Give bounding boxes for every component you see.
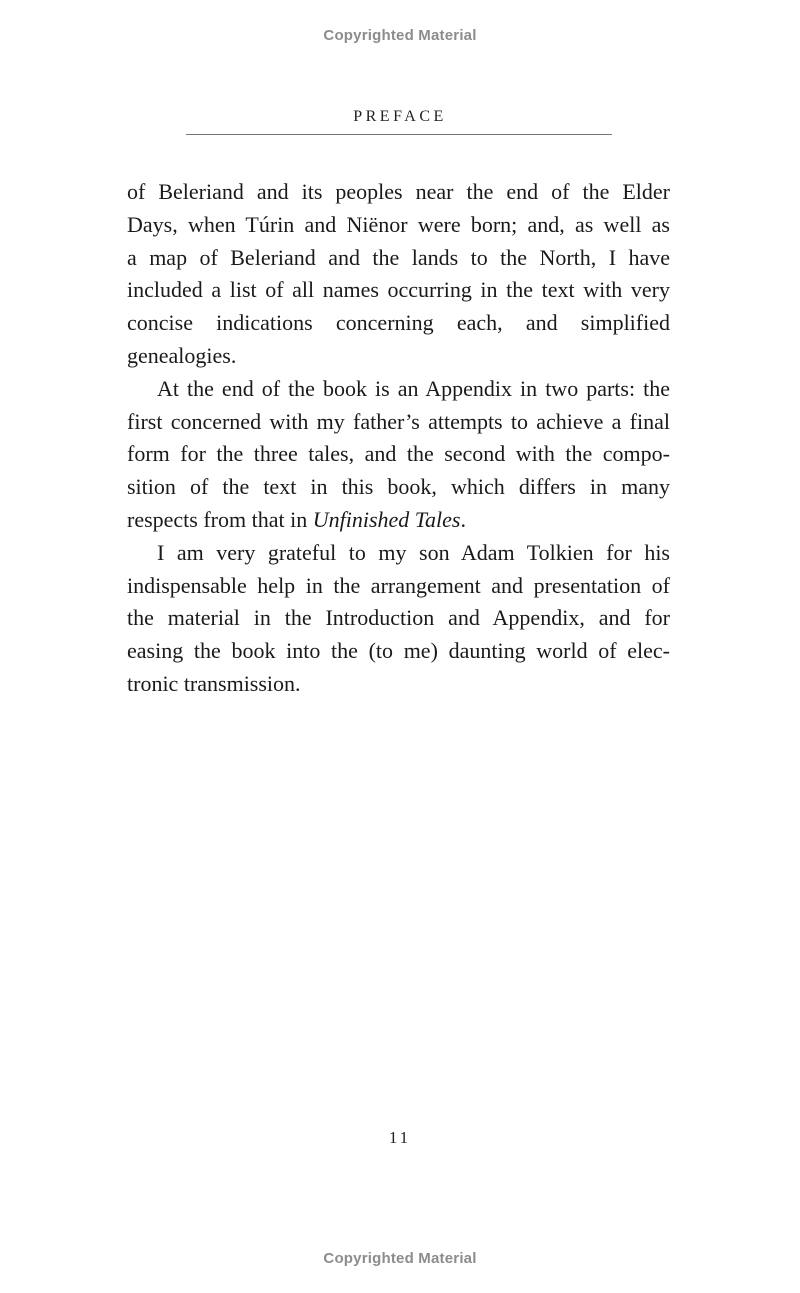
text-line: I am very grateful to my son Adam Tolkien for his [157,539,670,565]
copyright-watermark-bottom: Copyrighted Material [323,1250,477,1267]
text-line: a map of Beleriand and the lands to the North, I have [127,244,670,270]
header-rule [186,134,612,135]
body-text [127,176,670,701]
copyright-watermark-top: Copyrighted Material [323,27,477,44]
paragraph-1 [127,176,670,373]
text-line: indispensable help in the arrangement and presentation of [127,572,670,598]
text-line: easing the book into the (to me) daunting world of elec- [127,638,670,664]
text-line: sition of the text in this book, which differs in many [127,474,670,500]
book-title: Unfinished Tales [312,506,461,532]
text-line: genealogies. [127,342,237,368]
paragraph-3 [127,537,670,701]
text-line: Days, when Túrin and Niënor were born; and, as well as [127,211,670,237]
text-line: the material in the Introduction and Appendix, and for [127,605,670,631]
text-line [127,504,670,537]
text-line: first concerned with my father’s attempts to achieve a final [127,408,670,434]
paragraph-2 [127,373,670,537]
text-line: included a list of all names occurring in the text with very [127,277,670,303]
text-run: . [460,506,466,532]
text-line: tronic transmission. [127,670,301,696]
text-line: At the end of the book is an Appendix in two parts: the [157,375,670,401]
text-run: respects from that in [127,506,313,532]
running-head: PREFACE [353,108,447,125]
text-line: concise indications concerning each, and simplified [127,310,670,336]
text-line: of Beleriand and its peoples near the end of the Elder [127,179,670,204]
page-number: 11 [388,1128,412,1147]
text-line: form for the three tales, and the second with the compo- [127,441,670,467]
